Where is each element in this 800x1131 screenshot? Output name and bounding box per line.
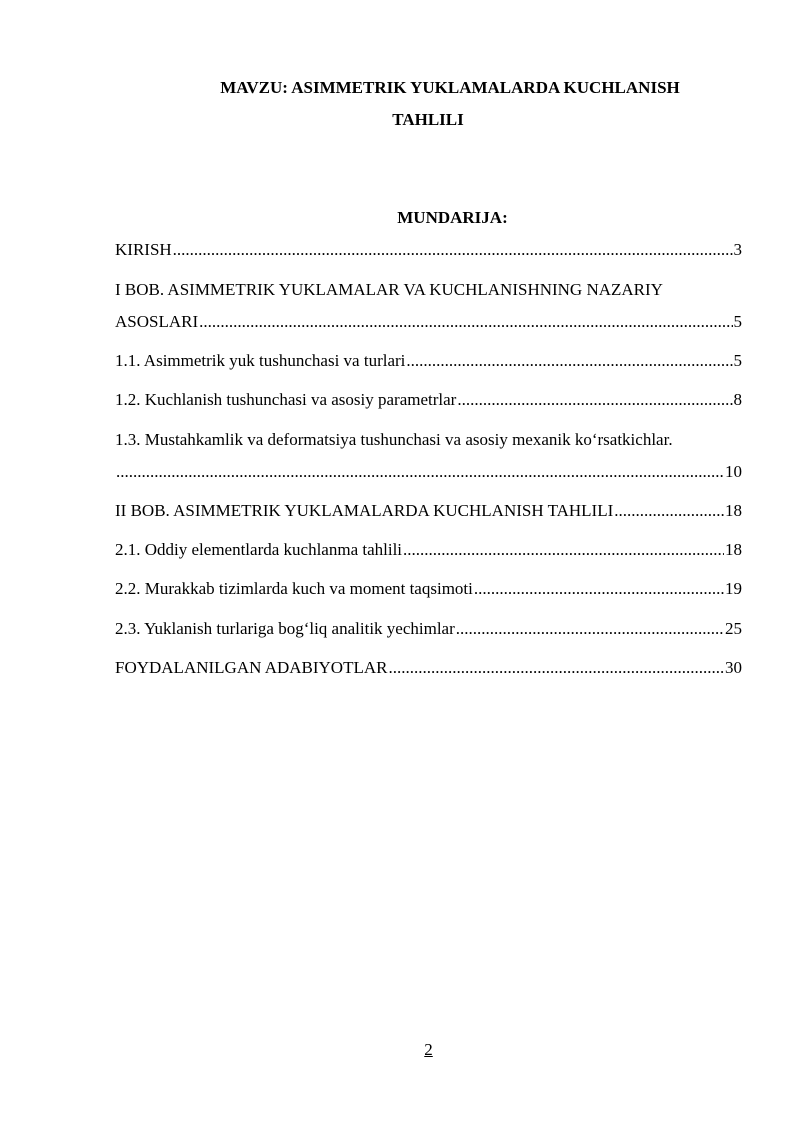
toc-entry-2-3[interactable] [115,617,742,641]
toc-entry-chapter-1[interactable] [115,310,742,334]
toc-entry-page: 5 [733,312,742,331]
toc-entry-1-1[interactable] [115,349,742,373]
toc-entry-page: 10 [725,462,742,481]
page-title-line-1: MAVZU: ASIMMETRIK YUKLAMALARDA KUCHLANISH [220,78,680,97]
toc-entry-2-1[interactable] [115,538,742,562]
toc-entry-chapter-1-line1[interactable]: I BOB. ASIMMETRIK YUKLAMALAR VA KUCHLANISHNING NAZARIY [115,280,663,299]
toc-leader-dots [403,538,724,562]
toc-entry-page: 30 [725,658,742,677]
toc-leader-dots [474,577,724,601]
toc-entry-page: 3 [733,240,742,259]
toc-entry-label: ASOSLARI [115,312,199,331]
toc-entry-1-3[interactable] [115,460,742,484]
toc-entry-1-3-line1[interactable]: 1.3. Mustahkamlik va deformatsiya tushunchasi va asosiy mexanik ko‘rsatkichlar. [115,430,673,449]
toc-entry-label: II BOB. ASIMMETRIK YUKLAMALARDA KUCHLANISH TAHLILI [115,501,614,520]
toc-leader-dots [388,656,724,680]
toc-entry-label: 2.1. Oddiy elementlarda kuchlanma tahlili [115,540,403,559]
toc-leader-dots [456,617,724,641]
page-title-line-2: TAHLILI [392,110,464,129]
toc-leader-dots [406,349,732,373]
toc-entry-label: KIRISH [115,240,172,259]
toc-leader-dots [614,499,724,523]
toc-entry-2-2[interactable] [115,577,742,601]
toc-entry-page: 8 [733,390,742,409]
toc-leader-dots [173,238,733,262]
toc-leader-dots [199,310,732,334]
toc-entry-1-2[interactable] [115,388,742,412]
toc-entry-chapter-2[interactable] [115,499,742,523]
toc-leader-dots [457,388,732,412]
toc-entry-page: 18 [725,501,742,520]
toc-heading: MUNDARIJA: [397,208,508,227]
toc-entry-label: 2.2. Murakkab tizimlarda kuch va moment taqsimoti [115,579,473,598]
toc-entry-page: 25 [725,619,742,638]
toc-entry-kirish[interactable] [115,238,742,262]
toc-entry-references[interactable] [115,656,742,680]
page-number: 2 [424,1040,433,1059]
toc-entry-label: 1.2. Kuchlanish tushunchasi va asosiy parametrlar [115,390,457,409]
toc-entry-page: 5 [733,351,742,370]
toc-entry-label: 1.1. Asimmetrik yuk tushunchasi va turlari [115,351,406,370]
toc-entry-page: 18 [725,540,742,559]
toc-entry-label: 2.3. Yuklanish turlariga bog‘liq analitik yechimlar [115,619,455,638]
toc-entry-label: FOYDALANILGAN ADABIYOTLAR [115,658,388,677]
toc-entry-page: 19 [725,579,742,598]
toc-leader-dots [116,460,724,484]
